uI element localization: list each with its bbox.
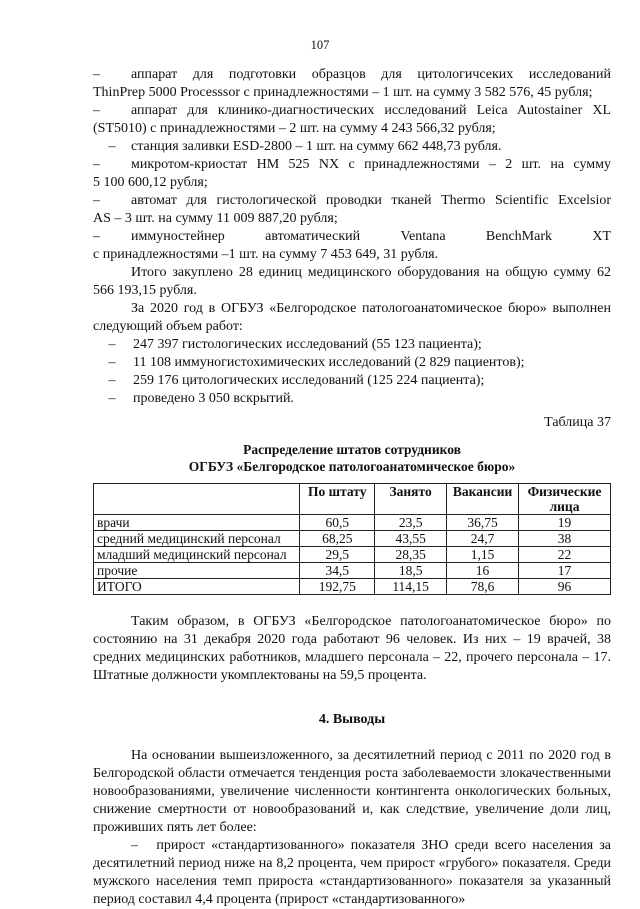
equipment-item-first-line: иммуностейнер автоматический Ventana BenchMark XT: [131, 229, 611, 244]
table-cell: 17: [519, 563, 611, 579]
list-item-text: 259 176 цитологических исследований (125 224 пациента);: [133, 373, 485, 388]
dash-marker: –: [131, 838, 138, 853]
table-cell: 38: [519, 531, 611, 547]
table-cell: ИТОГО: [94, 579, 300, 595]
table-cell: 22: [519, 547, 611, 563]
table-caption: [93, 441, 611, 475]
dash-marker: –: [93, 67, 100, 82]
conclusion-paragraph: На основании вышеизложенного, за десятилетний период с 2011 по 2020 год в Белгородской области отмечается тенденция роста заболеваемости злокачественными новообразованиями, увеличение численности контингента онкологических больных, снижение смертности от новообразований и, как следствие, увеличение доли лиц, проживших пять лет более:: [93, 748, 611, 835]
section-heading: 4. Выводы: [318, 712, 386, 727]
dash-marker: –: [108, 337, 116, 352]
table-label: Таблица 37: [544, 415, 611, 430]
dash-marker: –: [108, 391, 116, 406]
table-cell: прочие: [94, 563, 300, 579]
table-cell: 60,5: [300, 515, 375, 531]
list-item: [93, 372, 611, 390]
table-title-line: ОГБУЗ «Белгородское патологоанатомическое бюро»: [188, 459, 516, 474]
table-row: [94, 515, 611, 531]
table-cell: 36,75: [447, 515, 519, 531]
equipment-item-continuation: ThinPrep 5000 Processsor с принадлежностями – 1 шт. на сумму 3 582 576, 45 рубля;: [93, 85, 593, 100]
list-item-text: проведено 3 050 вскрытий.: [133, 391, 294, 406]
table-cell: 68,25: [300, 531, 375, 547]
equipment-item: [93, 228, 611, 264]
dash-marker: –: [93, 229, 100, 244]
table-cell: 16: [447, 563, 519, 579]
table-row: [94, 563, 611, 579]
table-cell: 23,5: [375, 515, 447, 531]
table-cell: 114,15: [375, 579, 447, 595]
header-cell: По штату: [300, 484, 375, 515]
table-header-row: [94, 484, 611, 515]
list-item: [93, 336, 611, 354]
equipment-item: [93, 156, 611, 192]
equipment-item-first-line: микротом-криостат НМ 525 NX с принадлежностями – 2 шт. на сумму: [131, 157, 611, 172]
equipment-item-continuation: 5 100 600,12 рубля;: [93, 175, 208, 190]
equipment-item-continuation: (ST5010) с принадлежностями – 2 шт. на сумму 4 243 566,32 рубля;: [93, 121, 496, 136]
equipment-item-first-line: аппарат для подготовки образцов для цитологичсеких исследований: [131, 67, 611, 82]
summary-paragraph: Таким образом, в ОГБУЗ «Белгородское патологоанатомическое бюро» по состоянию на 31 декабря 2020 года работают 96 человек. Из них – 19 врачей, 38 средних медицинских работников, младшего персонала – 22, прочего персонала – 17. Штатные должности укомплектованы на 59,5 процента.: [93, 614, 611, 683]
total-purchase-paragraph: Итого закуплено 28 единиц медицинского оборудования на общую сумму 62 566 193,15 рубля.: [93, 265, 611, 298]
dash-marker: –: [93, 193, 100, 208]
equipment-item-continuation: с принадлежностями –1 шт. на сумму 7 453 649, 31 рубля.: [93, 247, 439, 262]
equipment-item-first-line: аппарат для клинико-диагностических исследований Leica Autostainer XL: [131, 103, 611, 118]
equipment-item: [93, 102, 611, 138]
equipment-item: [93, 138, 611, 156]
equipment-item-continuation: AS – 3 шт. на сумму 11 009 887,20 рубля;: [93, 211, 338, 226]
header-cell: Вакансии: [447, 484, 519, 515]
table-cell: врачи: [94, 515, 300, 531]
work-list: [93, 336, 611, 408]
table-row: [94, 531, 611, 547]
equipment-item-first-line: автомат для гистологической проводки тканей Thermo Scientific Excelsior: [131, 193, 611, 208]
work-intro-paragraph: За 2020 год в ОГБУЗ «Белгородское патологоанатомическое бюро» выполнен следующий объем работ:: [93, 301, 611, 334]
list-item: [93, 390, 611, 408]
header-cell: [94, 484, 300, 515]
list-item-text: 11 108 иммуногистохимических исследований (2 829 пациентов);: [133, 355, 525, 370]
equipment-item: [93, 66, 611, 102]
equipment-item: [93, 192, 611, 228]
table-cell: 34,5: [300, 563, 375, 579]
dash-marker: –: [93, 157, 100, 172]
header-cell: Занято: [375, 484, 447, 515]
conclusion-list-item: [93, 837, 611, 909]
dash-marker: –: [108, 355, 116, 370]
table-cell: 18,5: [375, 563, 447, 579]
table-cell: 1,15: [447, 547, 519, 563]
table-cell: 192,75: [300, 579, 375, 595]
dash-marker: –: [108, 139, 116, 154]
table-cell: средний медицинский персонал: [94, 531, 300, 547]
staff-table: [93, 483, 611, 595]
equipment-item-first-line: станция заливки ESD-2800 – 1 шт. на сумму 662 448,73 рубля.: [131, 139, 502, 154]
dash-marker: –: [93, 103, 100, 118]
table-cell: 29,5: [300, 547, 375, 563]
table-cell: 43,55: [375, 531, 447, 547]
dash-marker: –: [108, 373, 116, 388]
table-cell: младший медицинский персонал: [94, 547, 300, 563]
page-number: 107: [310, 38, 330, 52]
table-cell: 96: [519, 579, 611, 595]
list-item-text: прирост «стандартизованного» показателя ЗНО среди всего населения за десятилетний период ниже на 8,2 процента, чем прирост «грубого» показателя. Среди мужского населения темп прироста «стандартизованного» показателя за указанный период составил 4,4 процента (прирост «стандартизованного»: [93, 838, 612, 907]
table-cell: 78,6: [447, 579, 519, 595]
table-cell: 24,7: [447, 531, 519, 547]
header-cell: Физические лица: [519, 484, 611, 515]
equipment-list: [93, 66, 611, 264]
table-cell: 19: [519, 515, 611, 531]
table-cell: 28,35: [375, 547, 447, 563]
table-row: [94, 547, 611, 563]
list-item-text: 247 397 гистологических исследований (55 123 пациента);: [133, 337, 482, 352]
table-title-line: Распределение штатов сотрудников: [243, 442, 461, 457]
table-row: [94, 579, 611, 595]
page-content: [93, 66, 611, 909]
list-item: [93, 354, 611, 372]
